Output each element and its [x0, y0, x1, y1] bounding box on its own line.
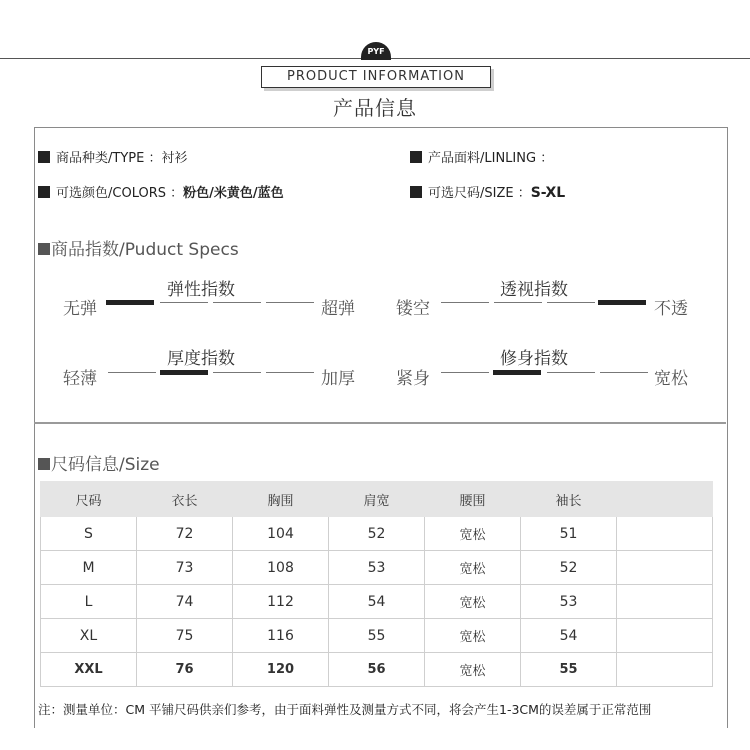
section-divider — [34, 422, 726, 424]
header-size: 尺码 — [41, 482, 137, 517]
cell-sleeve: 54 — [521, 619, 617, 653]
thickness-segment-3 — [213, 372, 261, 373]
measurement-note: 注：测量单位：CM 平铺尺码供亲们参考，由于面料弹性及测量方式不同，将会产生1-3CM的误差属于正常范围 — [38, 702, 652, 717]
cell-empty — [617, 619, 713, 653]
cell-size: S — [41, 517, 137, 551]
bullet-square-icon — [410, 186, 422, 198]
cell-shoulder: 55 — [329, 619, 425, 653]
elasticity-segment-4 — [266, 302, 314, 303]
header-sleeve: 袖长 — [521, 482, 617, 517]
header-shoulder: 肩宽 — [329, 482, 425, 517]
cell-empty — [617, 585, 713, 619]
bullet-square-icon — [410, 151, 422, 163]
table-row — [41, 619, 713, 653]
header-waist: 腰围 — [425, 482, 521, 517]
section-square-icon — [38, 243, 50, 255]
fit-segment-2 — [493, 370, 541, 375]
brand-logo-text: PYF — [367, 47, 385, 56]
cell-empty — [617, 551, 713, 585]
cell-waist: 宽松 — [425, 551, 521, 585]
cell-length: 73 — [137, 551, 233, 585]
brand-logo — [361, 42, 391, 60]
transparency-segment-1 — [441, 302, 489, 303]
cell-shoulder: 52 — [329, 517, 425, 551]
fit-segment-4 — [600, 372, 648, 373]
section-square-icon — [38, 458, 50, 470]
cell-length: 74 — [137, 585, 233, 619]
fit-segment-3 — [547, 372, 595, 373]
bullet-square-icon — [38, 151, 50, 163]
elasticity-right-label: 超弹 — [321, 299, 355, 319]
elasticity-segment-2 — [160, 302, 208, 303]
attr-size-value: S-XL — [530, 185, 566, 201]
cell-chest: 116 — [233, 619, 329, 653]
table-header-row — [41, 482, 713, 517]
thickness-segment-4 — [266, 372, 314, 373]
elasticity-segment-3 — [213, 302, 261, 303]
cell-sleeve: 52 — [521, 551, 617, 585]
cell-shoulder: 56 — [329, 653, 425, 687]
attr-colors — [38, 182, 284, 201]
table-row — [41, 517, 713, 551]
cell-chest: 108 — [233, 551, 329, 585]
elasticity-title: 弹性指数 — [167, 280, 235, 300]
fit-right-label: 宽松 — [654, 369, 688, 389]
header-chest: 胸围 — [233, 482, 329, 517]
attr-colors-value: 粉色/米黄色/蓝色 — [183, 186, 284, 201]
cell-waist: 宽松 — [425, 653, 521, 687]
header-length: 衣长 — [137, 482, 233, 517]
attr-lining — [410, 147, 553, 166]
transparency-segment-2 — [494, 302, 542, 303]
size-section-title — [38, 450, 160, 475]
cell-size: XL — [41, 619, 137, 653]
transparency-right-label: 不透 — [654, 299, 688, 319]
cell-shoulder: 53 — [329, 551, 425, 585]
cell-size: M — [41, 551, 137, 585]
elasticity-left-label: 无弹 — [63, 299, 97, 319]
table-row — [41, 551, 713, 585]
cell-chest: 120 — [233, 653, 329, 687]
cell-shoulder: 54 — [329, 585, 425, 619]
attr-size-label: 可选尺码/SIZE ： — [428, 186, 531, 201]
transparency-segment-3 — [547, 302, 595, 303]
product-information-subtitle: 产品信息 — [333, 96, 417, 120]
cell-waist: 宽松 — [425, 517, 521, 551]
cell-waist: 宽松 — [425, 585, 521, 619]
transparency-segment-4 — [598, 300, 646, 305]
size-section-title-text: 尺码信息/Size — [51, 455, 160, 475]
cell-sleeve: 53 — [521, 585, 617, 619]
thickness-segment-1 — [108, 372, 156, 373]
cell-size: L — [41, 585, 137, 619]
cell-length: 72 — [137, 517, 233, 551]
cell-chest: 112 — [233, 585, 329, 619]
size-table — [40, 481, 713, 687]
thickness-title: 厚度指数 — [167, 349, 235, 369]
cell-empty — [617, 517, 713, 551]
cell-chest: 104 — [233, 517, 329, 551]
header-empty — [617, 482, 713, 517]
specs-section-title-text: 商品指数/Puduct Specs — [51, 240, 239, 260]
table-row — [41, 585, 713, 619]
cell-length: 75 — [137, 619, 233, 653]
bullet-square-icon — [38, 186, 50, 198]
transparency-left-label: 镂空 — [396, 299, 430, 319]
cell-waist: 宽松 — [425, 619, 521, 653]
fit-left-label: 紧身 — [396, 369, 430, 389]
product-information-title: PRODUCT INFORMATION — [261, 66, 491, 88]
attr-colors-label: 可选颜色/COLORS ： — [56, 186, 184, 201]
cell-length: 76 — [137, 653, 233, 687]
attr-size — [410, 182, 565, 201]
thickness-segment-2 — [160, 370, 208, 375]
cell-sleeve: 51 — [521, 517, 617, 551]
attr-type — [38, 147, 187, 166]
cell-sleeve: 55 — [521, 653, 617, 687]
fit-title: 修身指数 — [500, 349, 568, 369]
elasticity-segment-1 — [106, 300, 154, 305]
specs-section-title — [38, 235, 239, 260]
attr-lining-text: 产品面料/LINLING ： — [428, 151, 554, 166]
thickness-right-label: 加厚 — [321, 369, 355, 389]
cell-empty — [617, 653, 713, 687]
transparency-title: 透视指数 — [500, 280, 568, 300]
table-row — [41, 653, 713, 687]
attr-type-text: 商品种类/TYPE ：衬衫 — [56, 151, 188, 166]
fit-segment-1 — [441, 372, 489, 373]
thickness-left-label: 轻薄 — [63, 369, 97, 389]
cell-size: XXL — [41, 653, 137, 687]
